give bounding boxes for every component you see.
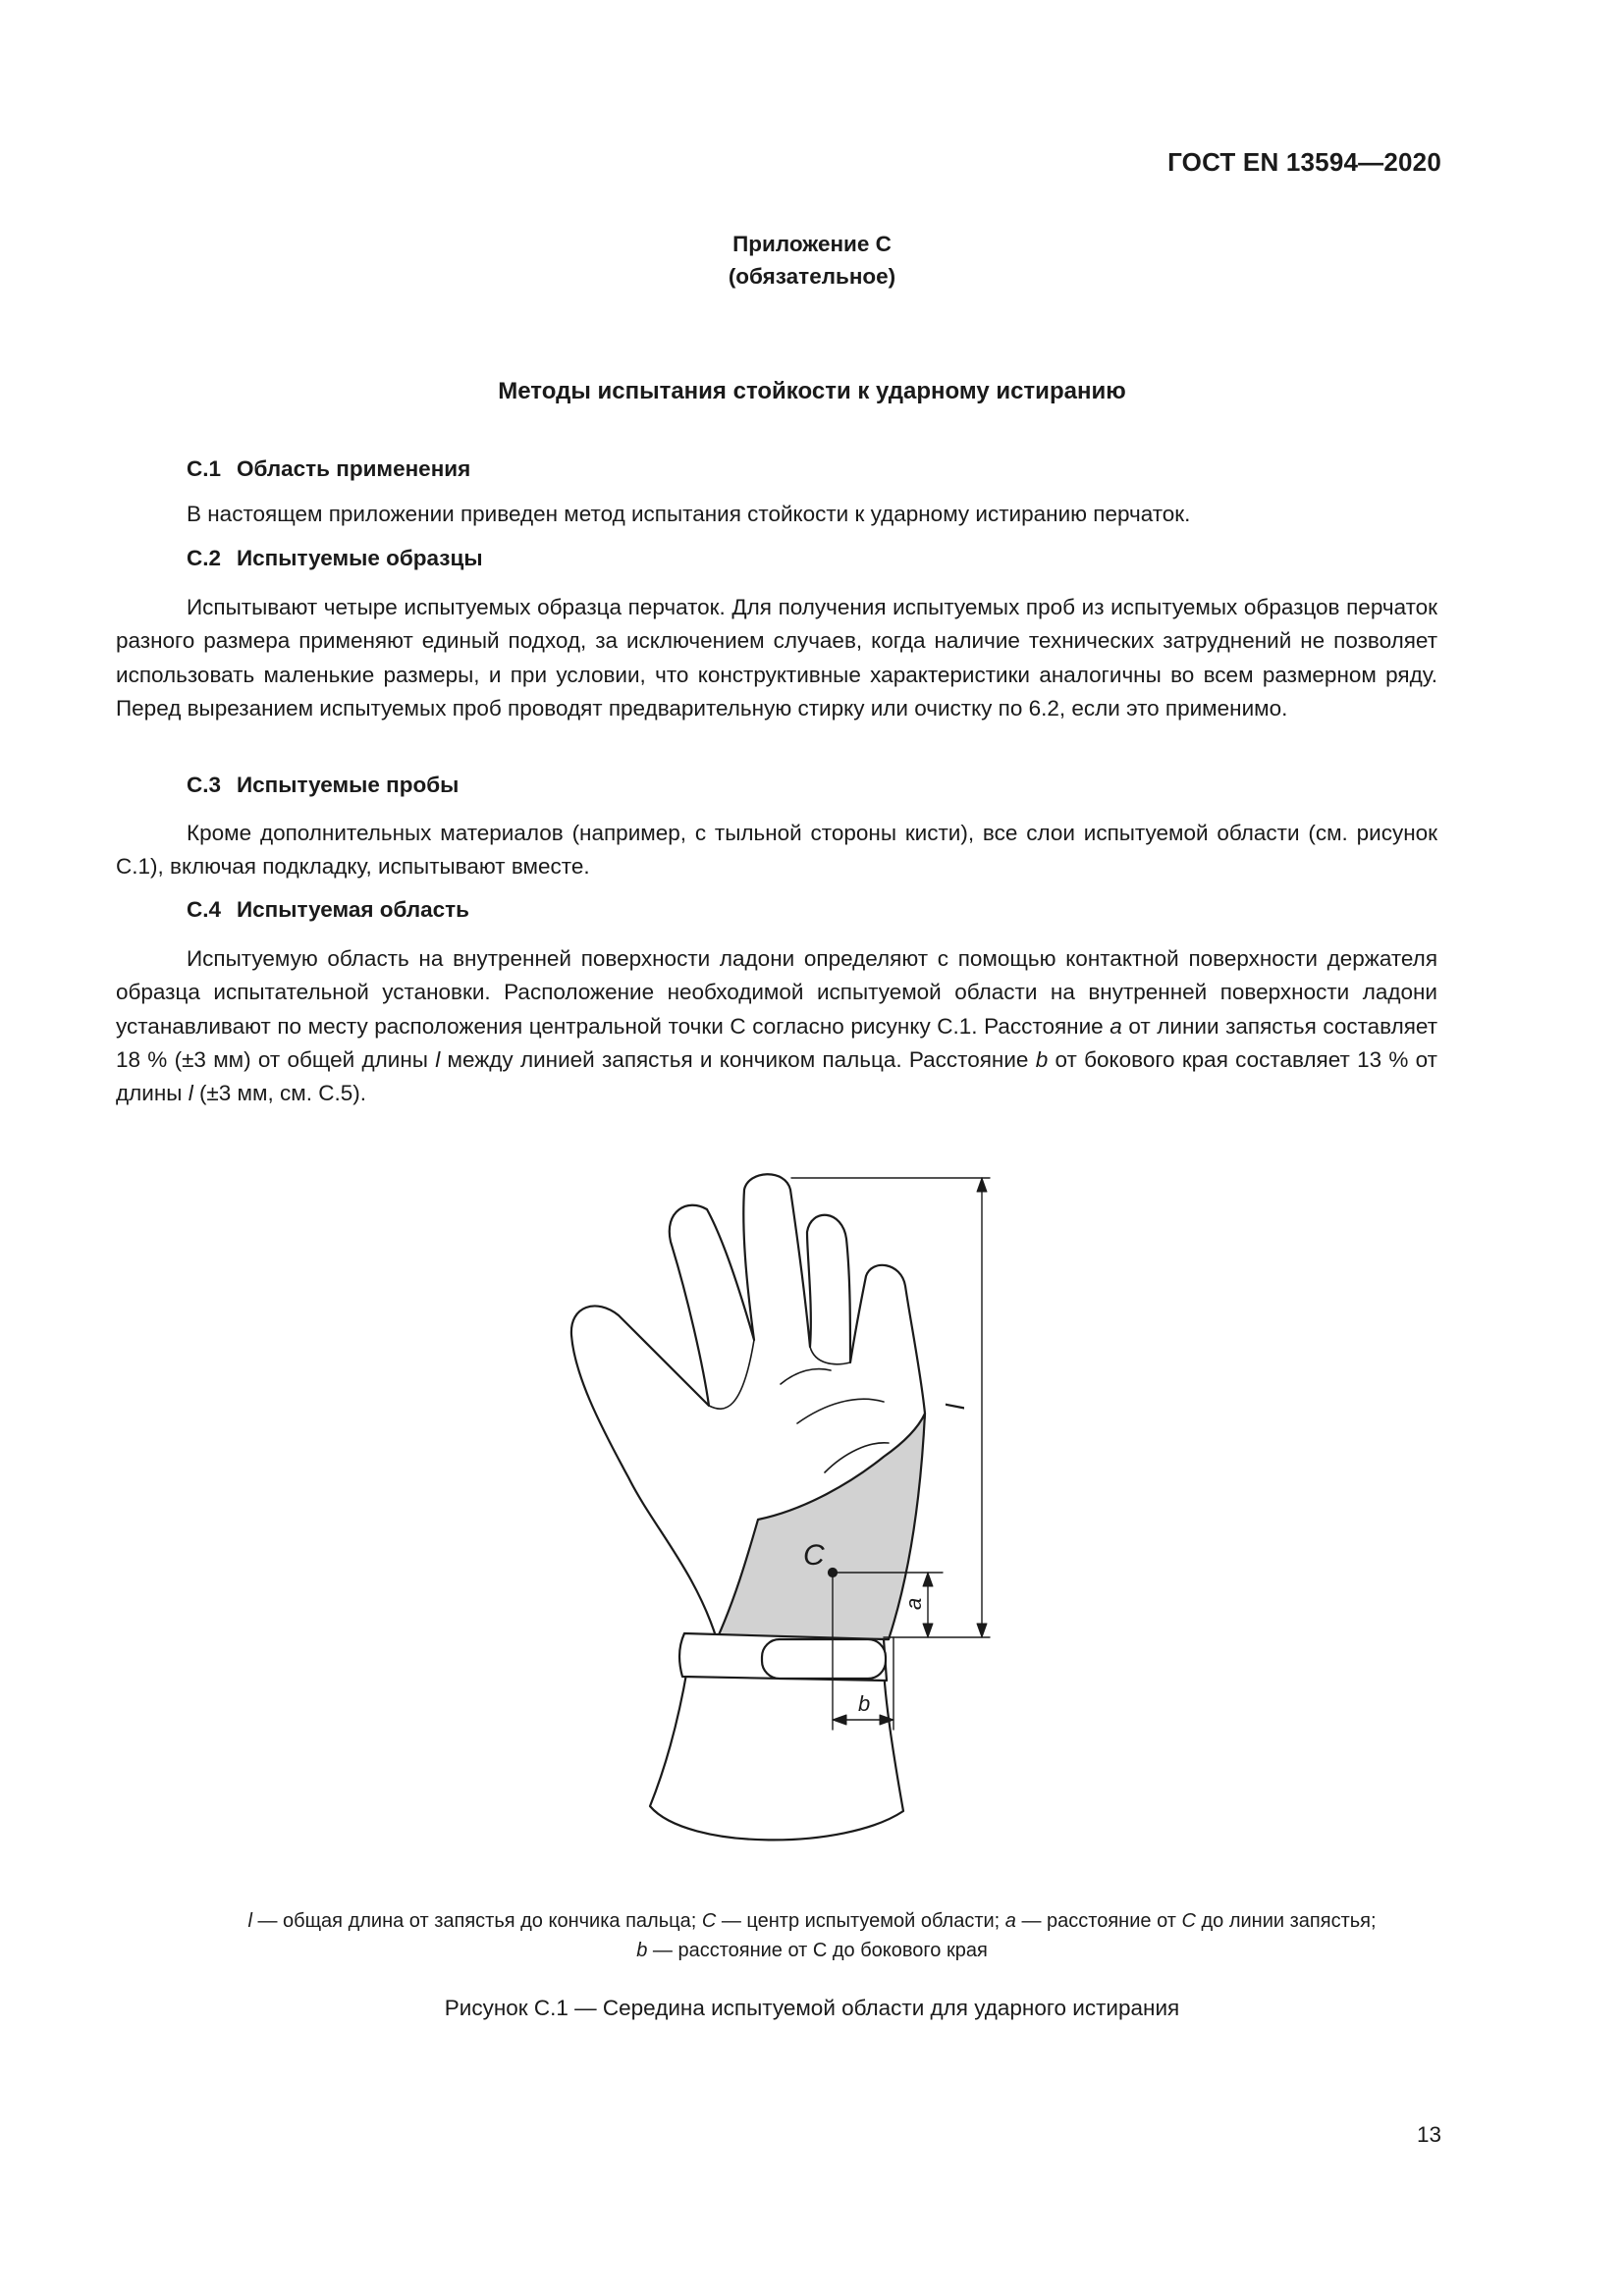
arrow-head [923,1573,933,1586]
symbol-b: b [636,1940,648,1961]
text-run: — расстояние от [1015,1910,1182,1932]
symbol-l: l [435,1046,441,1072]
section-heading-c3 [187,773,459,798]
section-number: С.2 [187,546,222,570]
text-run: — центр испытуемой области; [716,1910,1005,1932]
annex-status: (обязательное) [728,264,896,289]
label-b: b [858,1691,871,1716]
label-c: C [803,1539,825,1572]
text-run: от линии запястья составляет 18 % (±3 мм) от общей длины [116,1013,1437,1072]
section-heading-c4 [187,897,469,923]
center-point-c [829,1569,837,1576]
glove-figure [550,1158,1041,1865]
section-heading-c2 [187,546,483,571]
section-c2-text: Испытывают четыре испытуемых образца перчаток. Для получения испытуемых проб из испытуемых образцов перчаток разного размера применяют единый подход, за исключением случаев, когда наличие технических затруднений не позволяет использовать маленькие размеры, и при условии, что конструктивные характеристики аналогичны во всем размерном ряду. Перед вырезанием испытуемых проб проводят предварительную стирку или очистку по 6.2, если это применимо. [116,595,1437,721]
text-run: — общая длина от запястья до кончика пальца; [251,1910,702,1932]
section-c3-text: Кроме дополнительных материалов (например, с тыльной стороны кисти), все слои испытуемой области (см. рисунок С.1), включая подкладку, испытывают вместе. [116,821,1437,880]
section-c1-text: В настоящем приложении приведен метод испытания стойкости к ударному истиранию перчаток. [187,502,1191,526]
symbol-a: a [1004,1910,1016,1932]
label-a: a [901,1597,926,1610]
page-number: 13 [1416,2122,1441,2147]
annex-title [0,228,1624,293]
section-c4-text [116,942,1437,1110]
strap-tab [762,1639,886,1679]
standard-code: ГОСТ EN 13594—2020 [1167,147,1441,177]
section-number: С.3 [187,773,222,797]
section-title: Испытуемая область [237,897,469,922]
text-run: между линией запястья и кончиком пальца. Расстояние [440,1046,1036,1072]
text-run: до линии запястья; [1195,1910,1377,1932]
text-run: (±3 мм, см. С.5). [192,1081,366,1106]
arrow-head [977,1178,987,1192]
section-title: Испытуемые пробы [237,773,460,797]
section-title: Испытуемые образцы [237,546,483,570]
symbol-b: b [1035,1046,1049,1072]
document-title: Методы испытания стойкости к ударному истиранию [498,378,1126,404]
symbol-l: l [188,1081,193,1106]
text-run: Испытуемую область на внутренней поверхности ладони определяют с помощью контактной поверхности держателя образца испытательной установки. Расположение необходимой испытуемой области на внутренней поверхности ладони устанавливают по месту расположения центральной точки С согласно рисунку С.1. Расстояние [116,946,1437,1039]
text-run: от бокового края составляет 13 % от длины [116,1046,1437,1106]
section-number: С.4 [187,897,222,922]
section-number: С.1 [187,456,222,481]
text-run: — расстояние от С до бокового края [647,1940,988,1961]
symbol-l: l [247,1910,252,1932]
symbol-c: C [701,1910,717,1932]
annex-label: Приложение С [732,232,892,256]
arrow-head [977,1624,987,1637]
section-title: Область применения [237,456,471,481]
legend-line-1 [0,1906,1624,1936]
figure-legend [0,1906,1624,1965]
arrow-head [923,1624,933,1637]
figure-caption: Рисунок С.1 — Середина испытуемой области для ударного истирания [444,1996,1180,2020]
symbol-c: C [1181,1910,1196,1932]
section-heading-c1 [187,456,470,482]
legend-line-2 [0,1936,1624,1965]
label-l: l [941,1404,970,1410]
symbol-a: a [1110,1013,1122,1039]
